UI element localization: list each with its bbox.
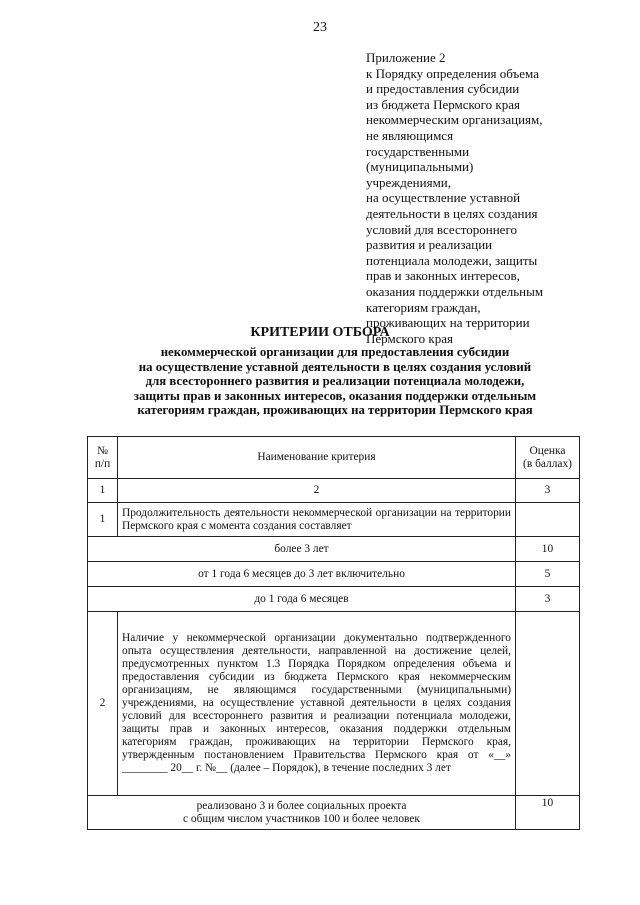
option-label bbox=[88, 796, 516, 830]
appendix-line: проживающих на территории bbox=[366, 315, 530, 331]
option-label-line: реализовано 3 и более социальных проекта bbox=[196, 799, 407, 812]
empty-score-cell bbox=[516, 612, 580, 796]
table-row bbox=[88, 612, 580, 796]
option-label-line: с общим числом участников 100 и более человек bbox=[183, 812, 420, 825]
appendix-line: категориям граждан, bbox=[366, 299, 481, 315]
appendix-line: развития и реализации bbox=[366, 237, 493, 253]
table-row bbox=[88, 503, 580, 537]
empty-score-cell bbox=[516, 503, 580, 537]
appendix-line: и предоставления субсидии bbox=[366, 81, 520, 97]
document-title: КРИТЕРИИ ОТБОРА bbox=[250, 325, 390, 340]
table-row bbox=[88, 796, 580, 830]
table-row bbox=[88, 537, 580, 562]
option-score: 10 bbox=[516, 537, 580, 562]
appendix-line: учреждениями, bbox=[366, 174, 452, 190]
header-score-line: (в баллах) bbox=[523, 457, 572, 470]
appendix-line: условий для всестороннего bbox=[366, 221, 517, 237]
table-row bbox=[88, 587, 580, 612]
appendix-header bbox=[366, 50, 606, 346]
option-label: более 3 лет bbox=[88, 537, 516, 562]
criterion-text: Продолжительность деятельности некоммерческой организации на территории Пермского края с момента создания составляет bbox=[118, 503, 516, 537]
table-index-row bbox=[88, 479, 580, 503]
header-score-line: Оценка bbox=[529, 444, 566, 457]
option-label: до 1 года 6 месяцев bbox=[88, 587, 516, 612]
index-cell: 3 bbox=[516, 479, 580, 503]
subtitle-line: категориям граждан, проживающих на территории Пермского края bbox=[137, 403, 533, 418]
option-score: 10 bbox=[516, 796, 580, 830]
subtitle-line: защиты прав и законных интересов, оказания поддержки отдельным bbox=[133, 388, 537, 403]
header-num-line: № bbox=[97, 444, 108, 457]
index-cell: 2 bbox=[118, 479, 516, 503]
appendix-line: на осуществление уставной bbox=[366, 190, 521, 206]
appendix-line: прав и законных интересов, bbox=[366, 268, 520, 284]
appendix-line: не являющимся bbox=[366, 127, 454, 143]
subtitle-line: для всестороннего развития и реализации потенциала молодежи, bbox=[145, 374, 525, 389]
criteria-table bbox=[87, 436, 580, 830]
subtitle-line: на осуществление уставной деятельности в целях создания условий bbox=[138, 359, 532, 374]
appendix-line: некоммерческим организациям, bbox=[366, 112, 543, 128]
appendix-line: потенциала молодежи, защиты bbox=[366, 252, 538, 268]
appendix-line: из бюджета Пермского края bbox=[366, 96, 521, 112]
appendix-line: (муниципальными) bbox=[366, 159, 474, 175]
option-score: 3 bbox=[516, 587, 580, 612]
appendix-line: Приложение 2 bbox=[366, 50, 446, 65]
appendix-line: Пермского края bbox=[366, 330, 453, 346]
header-name: Наименование критерия bbox=[118, 437, 516, 479]
document-subtitle bbox=[70, 345, 600, 418]
table-row bbox=[88, 562, 580, 587]
subtitle-line: некоммерческой организации для предоставления субсидии bbox=[160, 345, 510, 359]
page-number: 23 bbox=[313, 20, 327, 35]
appendix-line: оказания поддержки отдельным bbox=[366, 283, 544, 299]
header-score bbox=[516, 437, 580, 479]
appendix-line: государственными bbox=[366, 143, 470, 159]
criterion-number: 1 bbox=[88, 503, 118, 537]
header-num-line: п/п bbox=[94, 457, 111, 470]
header-num bbox=[88, 437, 118, 479]
option-label: от 1 года 6 месяцев до 3 лет включительно bbox=[88, 562, 516, 587]
criterion-number: 2 bbox=[88, 612, 118, 796]
criterion-text: Наличие у некоммерческой организации документально подтвержденного опыта осуществления деятельности, направленной на достижение целей, предусмотренных пунктом 1.3 Порядка Порядком определения объема и предоставления субсидии из бюджета Пермского края некоммерческим организациям, не являющимся государственными (муниципальными) учреждениями, на осуществление уставной деятельности в целях создания условий для всестороннего развития и реализации потенциала молодежи, защиты прав и законных интересов, оказания поддержки отдельным категориям граждан, проживающих на территории Пермского края, утвержденным постановлением Правительства Пермского края от «__» ________ 20__ г. №__ (далее – Порядок), в течение последних 3 лет bbox=[118, 612, 516, 796]
table-header-row bbox=[88, 437, 580, 479]
appendix-line: деятельности в целях создания bbox=[366, 205, 538, 221]
option-score: 5 bbox=[516, 562, 580, 587]
index-cell: 1 bbox=[88, 479, 118, 503]
appendix-line: к Порядку определения объема bbox=[366, 65, 539, 81]
